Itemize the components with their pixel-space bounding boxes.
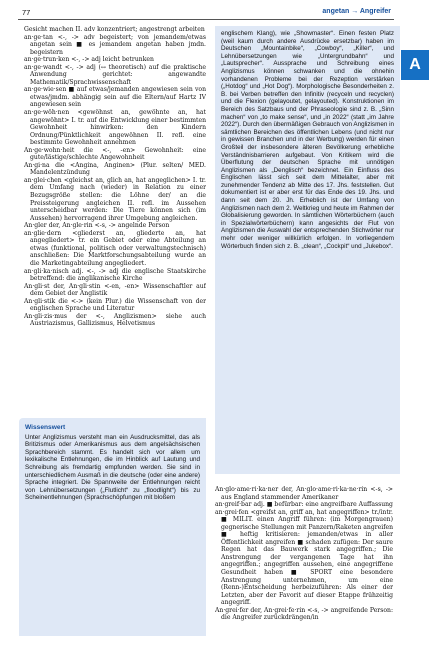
- header-rule: [18, 19, 394, 20]
- dictionary-entry: An·glo·ame·ri·ka·ner der, An·glo·ame·ri·ka·ne·rin <-s, -> aus England stammender Amerikaner: [215, 486, 393, 501]
- dictionary-entry: an·ge·wöh·nen <gewöhnst an, gewöhnte an, hat angewöhnt> I. tr. auf die Entwicklung einer bestimmten Gewohnheit hinwirken: den Kindern Ordnung/Pünktlichkeit angewöhnen II. refl. eine bestimmte Gewohnheit annehmen: [24, 109, 206, 147]
- dictionary-entry: An·gli·stik die <-> (kein Plur.) die Wissenschaft von der englischen Sprache und Literatur: [24, 297, 206, 313]
- running-head: angetan → Angreifer: [322, 8, 391, 15]
- page-number: 77: [22, 8, 31, 17]
- dictionary-entry: An·ge·wohn·heit die <-, -en> Gewohnheit: eine gute/lästige/schlechte Angewohnheit: [24, 146, 206, 162]
- dictionary-entry: an·ge·wie·sen ■ auf etwas/jemanden angewiesen sein von etwas/jmdm. abhängig sein auf die Eltern/auf Hartz IV angewiesen sein: [24, 86, 206, 109]
- dictionary-entry: an·ge·wandt <-, -> adj (↔ theoretisch) auf die praktische Anwendung gerichtet: angewandte Mathematik/Sprachwissenschaft: [24, 63, 206, 86]
- dictionary-entry: an·grei·fen <greifst an, griff an, hat angegriffen> tr./intr. ■ MILIT. einen Angriff führen: (im Morgengrauen) gegnerische Stellungen mit Panzern/Raketen angreifen ■ heftig kritisieren: jemanden/etwas in aller Öffentlichkeit angreifen ■ schaden zufügen: Der saure Regen hat das Bauwerk stark angegriffen.; Die Anstrengung der vergangenen Tage hat ihn angegriffen.; angegriffen aussehen, eine angegriffene Gesundheit haben ■ SPORT eine besondere Anstrengung unternehmen, um eine (Renn-)Entscheidung herbeizuführen: Als einer der Letzten, aber der Favorit auf dieser Etappe frühzeitig angegriff.: [215, 508, 393, 607]
- dictionary-entry: an·glei·chen <gleichst an, glich an, hat angeglichen> I. tr. dem Umfang nach (wieder) in Relation zu einer Bezugsgröße stellen: die Löhne der/ an die Preissteigerung angleichen II. refl. im Aussehen unterscheidbar werden: Die Tiere können sich (im Aussehen) hervorragend ihrer Umgebung angleichen.: [24, 176, 206, 222]
- dictionary-entry: An·gli·zis·mus der <-, Anglizismen> siehe auch Austriazismus, Gallizismus, Helvetismus: [24, 312, 206, 328]
- dictionary-entry: An·gi·na die <Angina, Anginen> (Plur. selten/ MED. Mandelentzündung: [24, 161, 206, 177]
- letter-tab[interactable]: A: [401, 50, 429, 80]
- left-column: [24, 26, 206, 422]
- info-box-text: englischem Klang), wie „Showmaster“. Einen festen Platz (weil kaum durch andere Ausdrücke ersetzbar) haben im Deutschen „Mountainbike“, „Cowboy“, „Killer“, und Lehnübersetzungen wie „Untergrundbahn“ und „Lautsprecher“. Aussprache und Schreibung eines Anglizismus können schwanken und die ohnehin vorhandenen Probleme bei der Rezeption verstärken („Hotdog“ und „Hot Dog“). Morphologische Besonderheiten z. B. bei Verben betreffen den Infinitiv (recyceln und recyclen) und die Flexion (gelayoutet, gelayouted). Konstruktionen im Bereich des Satzbaus und der Phraseologie sind z. B. „Sinn machen“ von „to make sense“, und „in 2022“ (statt „im Jahre 2022“). Durch den übermäßigen Gebrauch von Anglizismen in sämtlichen Bereichen des öffentlichen Lebens (und nicht nur in gewissen Branchen und in der Werbung) werden für einen Großteil der insbesondere älteren Bevölkerung erhebliche Verständnisbarrieren aufgebaut. Von Kritikern wird die Überflutung der deutschen Sprache mit unnötigen Anglizismen als „Denglisch“ bezeichnet. Ein Einfluss des Englischen lässt sich seit dem Mittelalter, aber mit zunehmender Tendenz ab Mitte des 17. Jhs. feststellen. Gut dokumentiert ist er aber erst für das Ende des 19. Jhs. und dann seit dem 20. Jh. Erheblich ist der Umfang von Anglizismen nach dem 2. Weltkrieg und heute im Rahmen der Globalisierung geworden. In sämtlichen Wörterbüchern (auch in Spezialwörterbüchern) kann angesichts der Flut von Anglizismen die Auswahl der entsprechenden Stichwörter nur mehr oder weniger willkürlich erfolgen. In vorliegendem Wörterbuch finden sich z. B. „clean“, „Cockpit“ und „Jukebox“.: [221, 30, 394, 250]
- info-box-wissenswert: [19, 418, 206, 636]
- dictionary-entry: Gesicht machen II. adv konzentriert; angestrengt arbeiten: [24, 26, 205, 33]
- info-box-text: Unter Anglizismus versteht man ein Ausdrucksmittel, das als Britizismus oder Amerikanismus aus dem angelsächsischen Sprachbereich stammt. Es handelt sich vor allem um lexikalische Entlehnungen, die im Hinblick auf Lautung und Schreibung als fremdartig empfunden werden. Sie sind in unterschiedlichem Ausmaß in die deutsche (oder eine andere) Sprache integriert. Die Spannweite der Entlehnungen reicht von Lehnübersetzungen („Flutlicht“ zu „floodlight“) bis zu Scheinentlehnungen (Sprachschöpfungen mit bloßem: [25, 433, 200, 502]
- dictionary-entry: an·ge·trun·ken <-, -> adj leicht betrunken: [24, 56, 154, 64]
- dictionary-entry: an·gli·ka·nisch adj. <-, -> adj die englische Staatskirche betreffend: die anglikanische Kirche: [24, 267, 206, 283]
- dictionary-entry: an·greif·bar adj. ■ befürbar: eine angreifbare Auffassung: [215, 501, 393, 509]
- right-column: [215, 486, 393, 636]
- dictionary-entry: An·grei·fer der, An·grei·fe·rin <-s, -> angreifende Person: die Angreifer zurückdrängen/in: [215, 606, 393, 622]
- dictionary-entry: An·gler der, An·gle·rin <-s, -> angelnde Person: [24, 222, 170, 230]
- dictionary-entry: an·glie·dern <gliederst an, gliederte an, hat angegliedert> tr. ein Gebiet oder eine Abteilung an etwas (funktional, politisch oder verwaltungstechnisch) anschließen: Die Marktforschungsabteilung wurde an die Marketingabteilung angegliedert.: [24, 229, 206, 267]
- dictionary-entry: An·gli·st der, An·gli·stin <-en, -en> Wissenschaftler auf dem Gebiet der Anglistik: [24, 282, 206, 298]
- info-box-continued: [215, 26, 400, 474]
- dictionary-entry: an·ge·tan <-, -> adv begeistert; von jemandem/etwas angetan sein ■ es jemandem angetan haben jmdn. begeistern: [24, 33, 206, 56]
- info-box-title: Wissenswert: [25, 424, 66, 431]
